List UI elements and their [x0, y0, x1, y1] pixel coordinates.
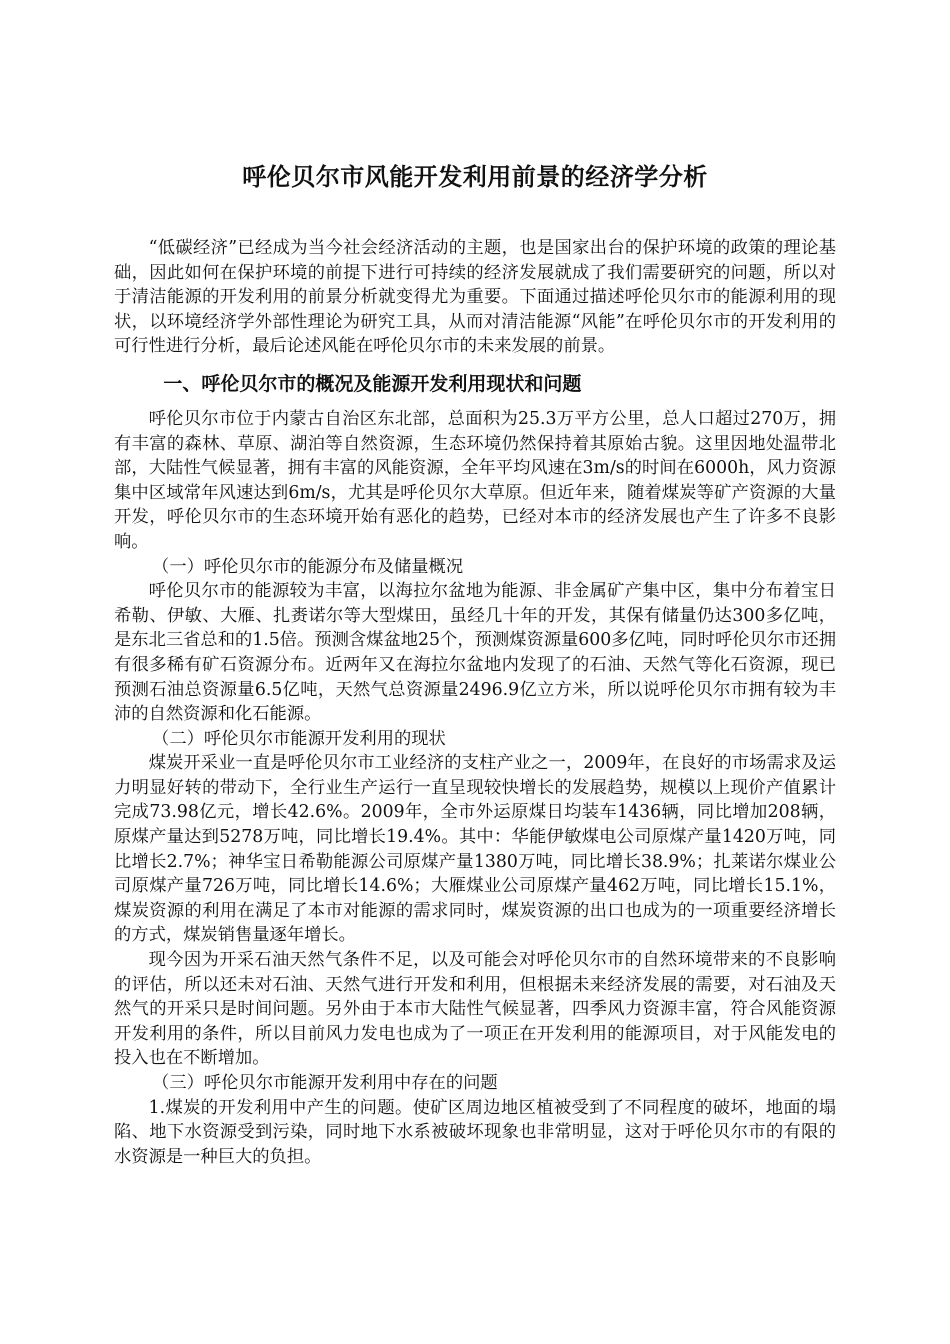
document-body [114, 236, 836, 1169]
subsection-1-paragraph: 呼伦贝尔市的能源较为丰富，以海拉尔盆地为能源、非金属矿产集中区，集中分布着宝日希勒、伊敏、大雁、扎赉诺尔等大型煤田，虽经几十年的开发，其保有储量仍达300多亿吨，是东北三省总和的1.5倍。预测含煤盆地25个，预测煤资源量600多亿吨，同时呼伦贝尔市还拥有很多稀有矿石资源分布。近两年又在海拉尔盆地内发现了的石油、天然气等化石资源，现已预测石油总资源量6.5亿吨，天然气总资源量2496.9亿立方米，所以说呼伦贝尔市拥有较为丰沛的自然资源和化石能源。 [114, 581, 836, 725]
subsection-3-heading: （三）呼伦贝尔市能源开发利用中存在的问题 [152, 1073, 498, 1093]
intro-paragraph: “低碳经济”已经成为当今社会经济活动的主题，也是国家出台的保护环境的政策的理论基础，因此如何在保护环境的前提下进行可持续的经济发展就成了我们需要研究的问题，所以对于清洁能源的开发利用的前景分析就变得尤为重要。下面通过描述呼伦贝尔市的能源利用的现状，以环境经济学外部性理论为研究工具，从而对清洁能源“风能”在呼伦贝尔市的开发利用的可行性进行分析，最后论述风能在呼伦贝尔市的未来发展的前景。 [114, 238, 836, 357]
section-1-paragraph: 呼伦贝尔市位于内蒙古自治区东北部，总面积为25.3万平方公里，总人口超过270万，拥有丰富的森林、草原、湖泊等自然资源，生态环境仍然保持着其原始古貌。这里因地处温带北部，大陆性气候显著，拥有丰富的风能资源，全年平均风速在3m/s的时间在6000h，风力资源集中区域常年风速达到6m/s，尤其是呼伦贝尔大草原。但近年来，随着煤炭等矿产资源的大量开发，呼伦贝尔市的生态环境开始有恶化的趋势，已经对本市的经济发展也产生了许多不良影响。 [114, 408, 836, 552]
subsection-2-paragraph-2: 现今因为开采石油天然气条件不足，以及可能会对呼伦贝尔市的自然环境带来的不良影响的评估，所以还未对石油、天然气进行开发和利用，但根据未来经济发展的需要，对石油及天然气的开采只是时间问题。另外由于本市大陆性气候显著，四季风力资源丰富，符合风能资源开发利用的条件，所以目前风力发电也成为了一项正在开发利用的能源项目，对于风能发电的投入也在不断增加。 [114, 950, 836, 1069]
subsection-1-heading: （一）呼伦贝尔市的能源分布及储量概况 [152, 556, 464, 577]
section-1-heading: 一、呼伦贝尔市的概况及能源开发利用现状和问题 [163, 372, 582, 395]
subsection-3-paragraph: 1.煤炭的开发利用中产生的问题。使矿区周边地区植被受到了不同程度的破坏，地面的塌陷、地下水资源受到污染，同时地下水系被破坏现象也非常明显，这对于呼伦贝尔市的有限的水资源是一种巨大的负担。 [114, 1097, 836, 1167]
document-title: 呼伦贝尔市风能开发利用前景的经济学分析 [242, 163, 708, 191]
subsection-2-heading: （二）呼伦贝尔市能源开发利用的现状 [152, 728, 446, 749]
subsection-2-paragraph-1: 煤炭开采业一直是呼伦贝尔市工业经济的支柱产业之一，2009年，在良好的市场需求及运力明显好转的带动下，全行业生产运行一直呈现较快增长的发展趋势，规模以上现价产值累计完成73.98亿元，增长42.6%。2009年，全市外运原煤日均装车1436辆，同比增加208辆，原煤产量达到5278万吨，同比增长19.4%。其中：华能伊敏煤电公司原煤产量1420万吨，同比增长2.7%；神华宝日希勒能源公司原煤产量1380万吨，同比增长38.9%；扎莱诺尔煤业公司原煤产量726万吨，同比增长14.6%；大雁煤业公司原煤产量462万吨，同比增长15.1%，煤炭资源的利用在满足了本市对能源的需求同时，煤炭资源的出口也成为的一项重要经济增长的方式，煤炭销售量逐年增长。 [114, 753, 836, 946]
